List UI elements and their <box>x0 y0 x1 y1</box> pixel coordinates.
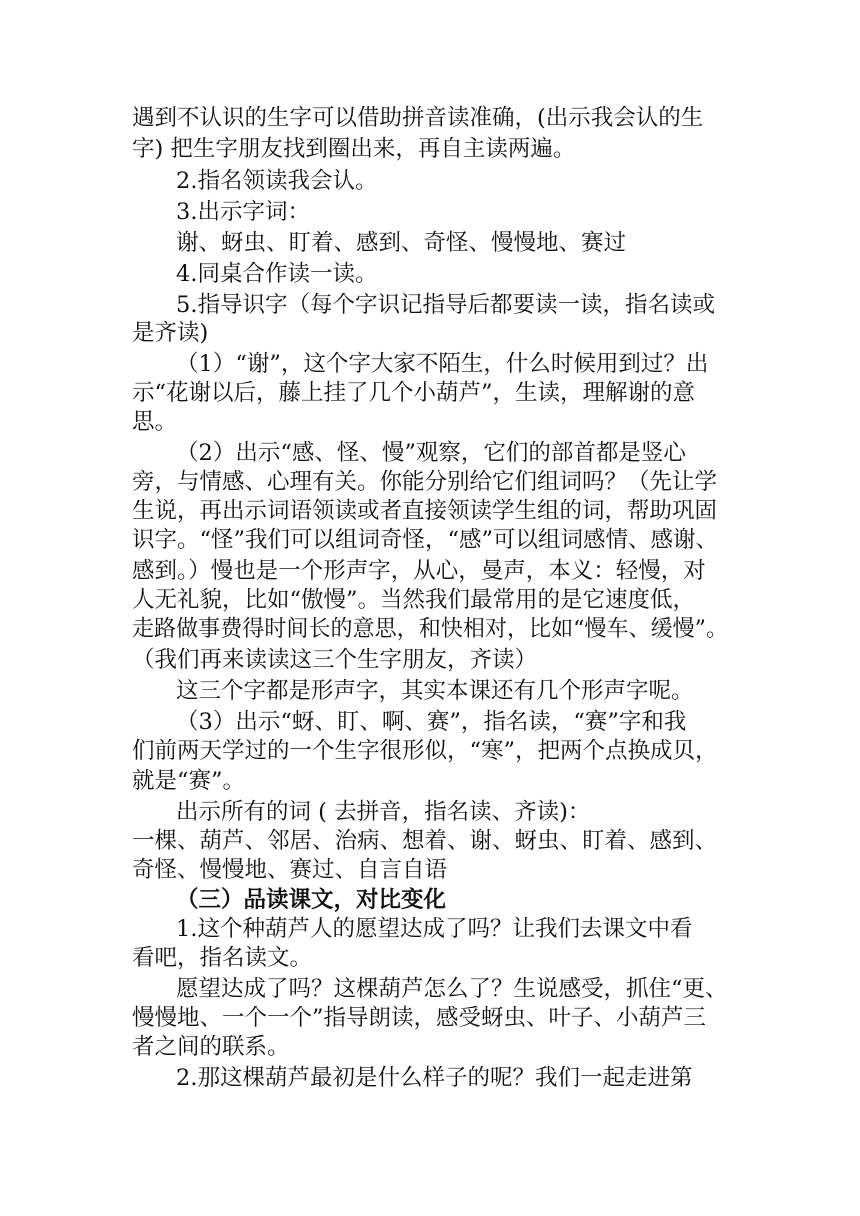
text-line: 2.指名领读我会认。 <box>176 168 378 194</box>
text-line: 1.这个种葫芦人的愿望达成了吗？让我们去课文中看 <box>176 916 693 942</box>
text-line: 是齐读) <box>132 320 209 346</box>
text-line: 者之间的联系。 <box>132 1034 290 1060</box>
text-line: （我们再来读读这三个生字朋友，齐读） <box>132 647 538 673</box>
text-line: 走路做事费得时间长的意思，和快相对，比如“慢车、缓慢”。 <box>132 616 729 642</box>
text-line: 就是“赛”。 <box>132 768 246 794</box>
text-line: 示“花谢以后，藤上挂了几个小葫芦”，生读，理解谢的意 <box>132 380 696 406</box>
text-line: 感到。）慢也是一个形声字，从心，曼声，本义：轻慢，对 <box>132 558 706 584</box>
text-line: 思。 <box>132 409 178 435</box>
text-line: 识字。“怪”我们可以组词奇怪，“感”可以组词感情、感谢、 <box>132 527 719 553</box>
text-line: 2.那这棵葫芦最初是什么样子的呢？我们一起走进第 <box>176 1065 693 1091</box>
text-line: 4.同桌合作读一读。 <box>176 261 378 287</box>
text-line: 遇到不认识的生字可以借助拼音读准确，(出示我会认的生 <box>132 105 704 131</box>
text-line: 一棵、葫芦、邻居、治病、想着、谢、蚜虫、盯着、感到、 <box>132 828 718 854</box>
text-line: 生说，再出示词语领读或者直接领读学生组的词，帮助巩固 <box>132 498 718 524</box>
text-line: 奇怪、慢慢地、赛过、自言自语 <box>132 857 448 883</box>
text-line: （3）出示“蚜、盯、啊、赛”，指名读，“赛”字和我 <box>176 709 687 735</box>
text-line: 这三个字都是形声字，其实本课还有几个形声字呢。 <box>176 678 694 704</box>
text-line: 出示所有的词 ( 去拼音，指名读、齐读)： <box>176 799 591 825</box>
text-line: 3.出示字词： <box>176 199 310 225</box>
text-line: 字) 把生字朋友找到圈出来，再自主读两遍。 <box>132 136 576 162</box>
text-line: 们前两天学过的一个生字很形似，“寒”，把两个点换成贝， <box>132 738 718 764</box>
text-line: 旁，与情感、心理有关。你能分别给它们组词吗？（先让学 <box>132 469 718 495</box>
text-line: 愿望达成了吗？这棵葫芦怎么了？生说感受，抓住“更、 <box>176 976 728 1002</box>
text-line: 看吧，指名读文。 <box>132 945 313 971</box>
text-line: 人无礼貌，比如“傲慢”。当然我们最常用的是它速度低， <box>132 587 696 613</box>
text-line: （1）“谢”，这个字大家不陌生，什么时候用到过？出 <box>176 351 709 377</box>
text-line: 慢慢地、一个一个”指导朗读，感受蚜虫、叶子、小葫芦三 <box>132 1005 707 1031</box>
text-line: 谢、蚜虫、盯着、感到、奇怪、慢慢地、赛过 <box>176 230 627 256</box>
text-line: 5.指导识字（每个字识记指导后都要读一读，指名读或 <box>176 292 715 318</box>
text-line: （2）出示“感、怪、慢”观察，它们的部首都是竖心 <box>176 440 686 466</box>
section-heading: （三）品读课文，对比变化 <box>176 887 447 913</box>
